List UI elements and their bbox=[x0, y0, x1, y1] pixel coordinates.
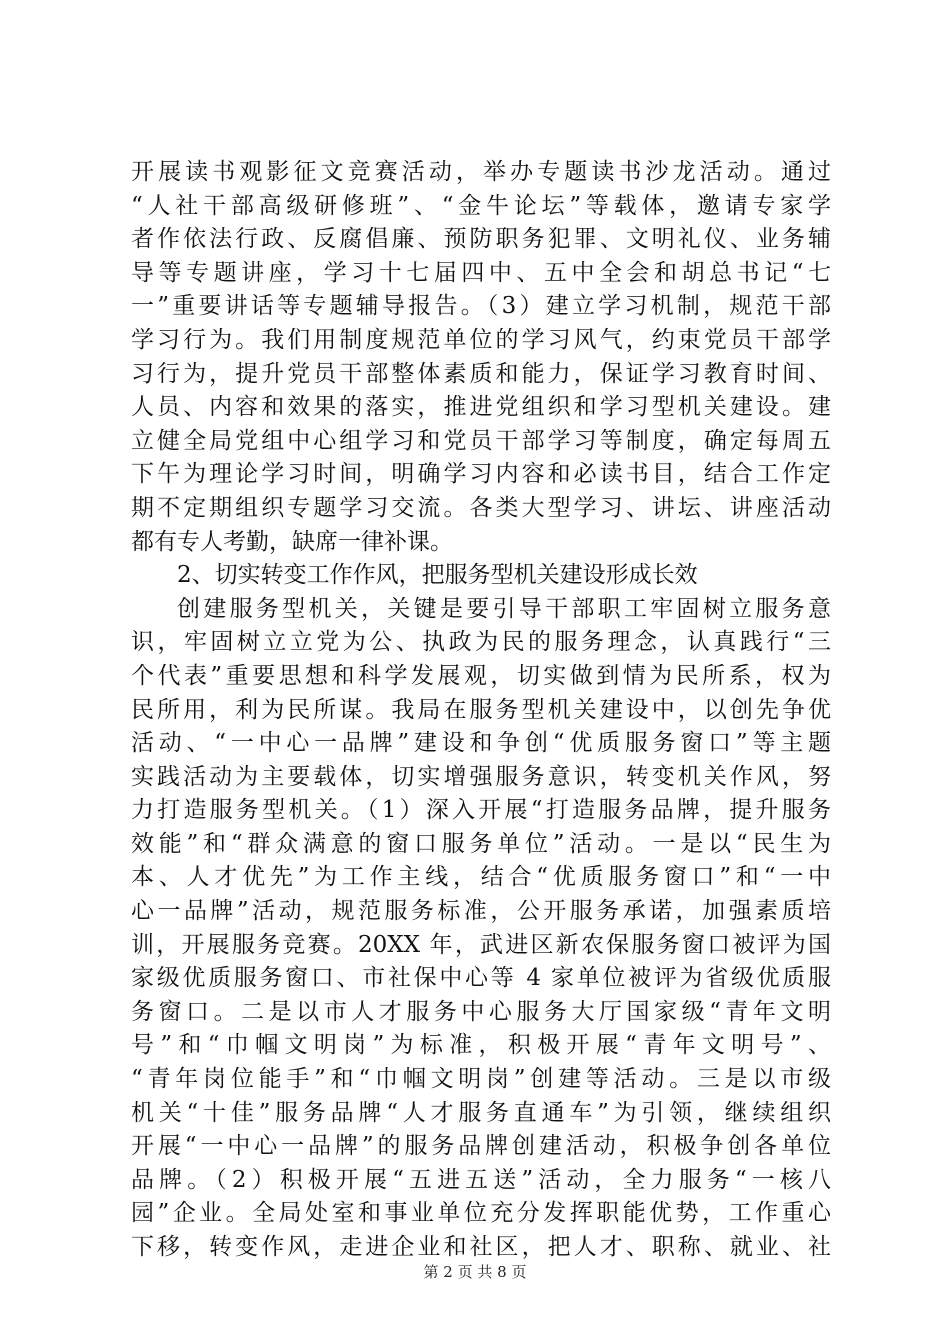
text-line: 下移，转变作风，走进企业和社区，把人才、职称、就业、社 bbox=[131, 1234, 831, 1260]
text-line: 人员、内容和效果的落实，推进党组织和学习型机关建设。建 bbox=[131, 394, 831, 421]
text-line: 学习行为。我们用制度规范单位的学习风气，约束党员干部学 bbox=[131, 326, 831, 353]
text-line: 实践活动为主要载体，切实增强服务意识，转变机关作风，努 bbox=[131, 763, 831, 790]
page-number-footer: 第 2 页 共 8 页 bbox=[423, 1263, 527, 1281]
text-line: 效能”和“群众满意的窗口服务单位”活动。一是以“民生为 bbox=[131, 830, 831, 857]
text-line: 期不定期组织专题学习交流。各类大型学习、讲坛、讲座活动 bbox=[131, 494, 831, 521]
text-line: 个代表”重要思想和科学发展观，切实做到情为民所系，权为 bbox=[131, 662, 831, 689]
text-line: 下午为理论学习时间，明确学习内容和必读书目，结合工作定 bbox=[131, 461, 831, 488]
text-line: 心一品牌”活动，规范服务标准，公开服务承诺，加强素质培 bbox=[131, 898, 831, 925]
text-line: 园”企业。全局处室和事业单位充分发挥职能优势，工作重心 bbox=[131, 1200, 831, 1227]
text-line: 民所用，利为民所谋。我局在服务型机关建设中，以创先争优 bbox=[131, 696, 831, 723]
paragraph-first-line: 创建服务型机关，关键是要引导干部职工牢固树立服务意 bbox=[177, 595, 831, 622]
text-line: 开展“一中心一品牌”的服务品牌创建活动，积极争创各单位 bbox=[131, 1133, 831, 1160]
text-line: 立健全局党组中心组学习和党员干部学习等制度，确定每周五 bbox=[131, 427, 831, 454]
text-line: 识，牢固树立立党为公、执政为民的服务理念，认真践行“三 bbox=[131, 629, 831, 656]
text-line: 活动、“一中心一品牌”建设和争创“优质服务窗口”等主题 bbox=[131, 730, 831, 757]
paragraph-end-line: 都有专人考勤，缺席一律补课。 bbox=[131, 528, 453, 555]
text-line: “青年岗位能手”和“巾帼文明岗”创建等活动。三是以市级 bbox=[131, 1066, 831, 1093]
document-body bbox=[131, 156, 831, 1265]
text-line: 家级优质服务窗口、市社保中心等 4 家单位被评为省级优质服 bbox=[131, 965, 831, 992]
text-line: 习行为，提升党员干部整体素质和能力，保证学习教育时间、 bbox=[131, 360, 831, 387]
text-line: 导等专题讲座，学习十七届四中、五中全会和胡总书记“七 bbox=[131, 259, 831, 286]
text-line: 训，开展服务竞赛。20XX 年，武进区新农保服务窗口被评为国 bbox=[131, 931, 831, 958]
text-line: 开展读书观影征文竞赛活动，举办专题读书沙龙活动。通过 bbox=[131, 159, 831, 185]
text-line: 品牌。（2）积极开展“五进五送”活动，全力服务“一核八 bbox=[131, 1166, 831, 1193]
text-line: 号”和“巾帼文明岗”为标准，积极开展“青年文明号”、 bbox=[131, 1032, 831, 1059]
section-heading: 2、切实转变工作作风，把服务型机关建设形成长效 bbox=[177, 562, 698, 589]
text-line: 一”重要讲话等专题辅导报告。（3）建立学习机制，规范干部 bbox=[131, 293, 831, 320]
text-line: 力打造服务型机关。（1）深入开展“打造服务品牌，提升服务 bbox=[131, 797, 831, 824]
text-line: 机关“十佳”服务品牌“人才服务直通车”为引领，继续组织 bbox=[131, 1099, 831, 1126]
text-line: “人社干部高级研修班”、“金牛论坛”等载体，邀请专家学 bbox=[131, 192, 831, 219]
text-line: 本、人才优先”为工作主线，结合“优质服务窗口”和“一中 bbox=[131, 864, 831, 891]
text-line: 务窗口。二是以市人才服务中心服务大厅国家级“青年文明 bbox=[131, 998, 831, 1025]
text-line: 者作依法行政、反腐倡廉、预防职务犯罪、文明礼仪、业务辅 bbox=[131, 226, 831, 253]
